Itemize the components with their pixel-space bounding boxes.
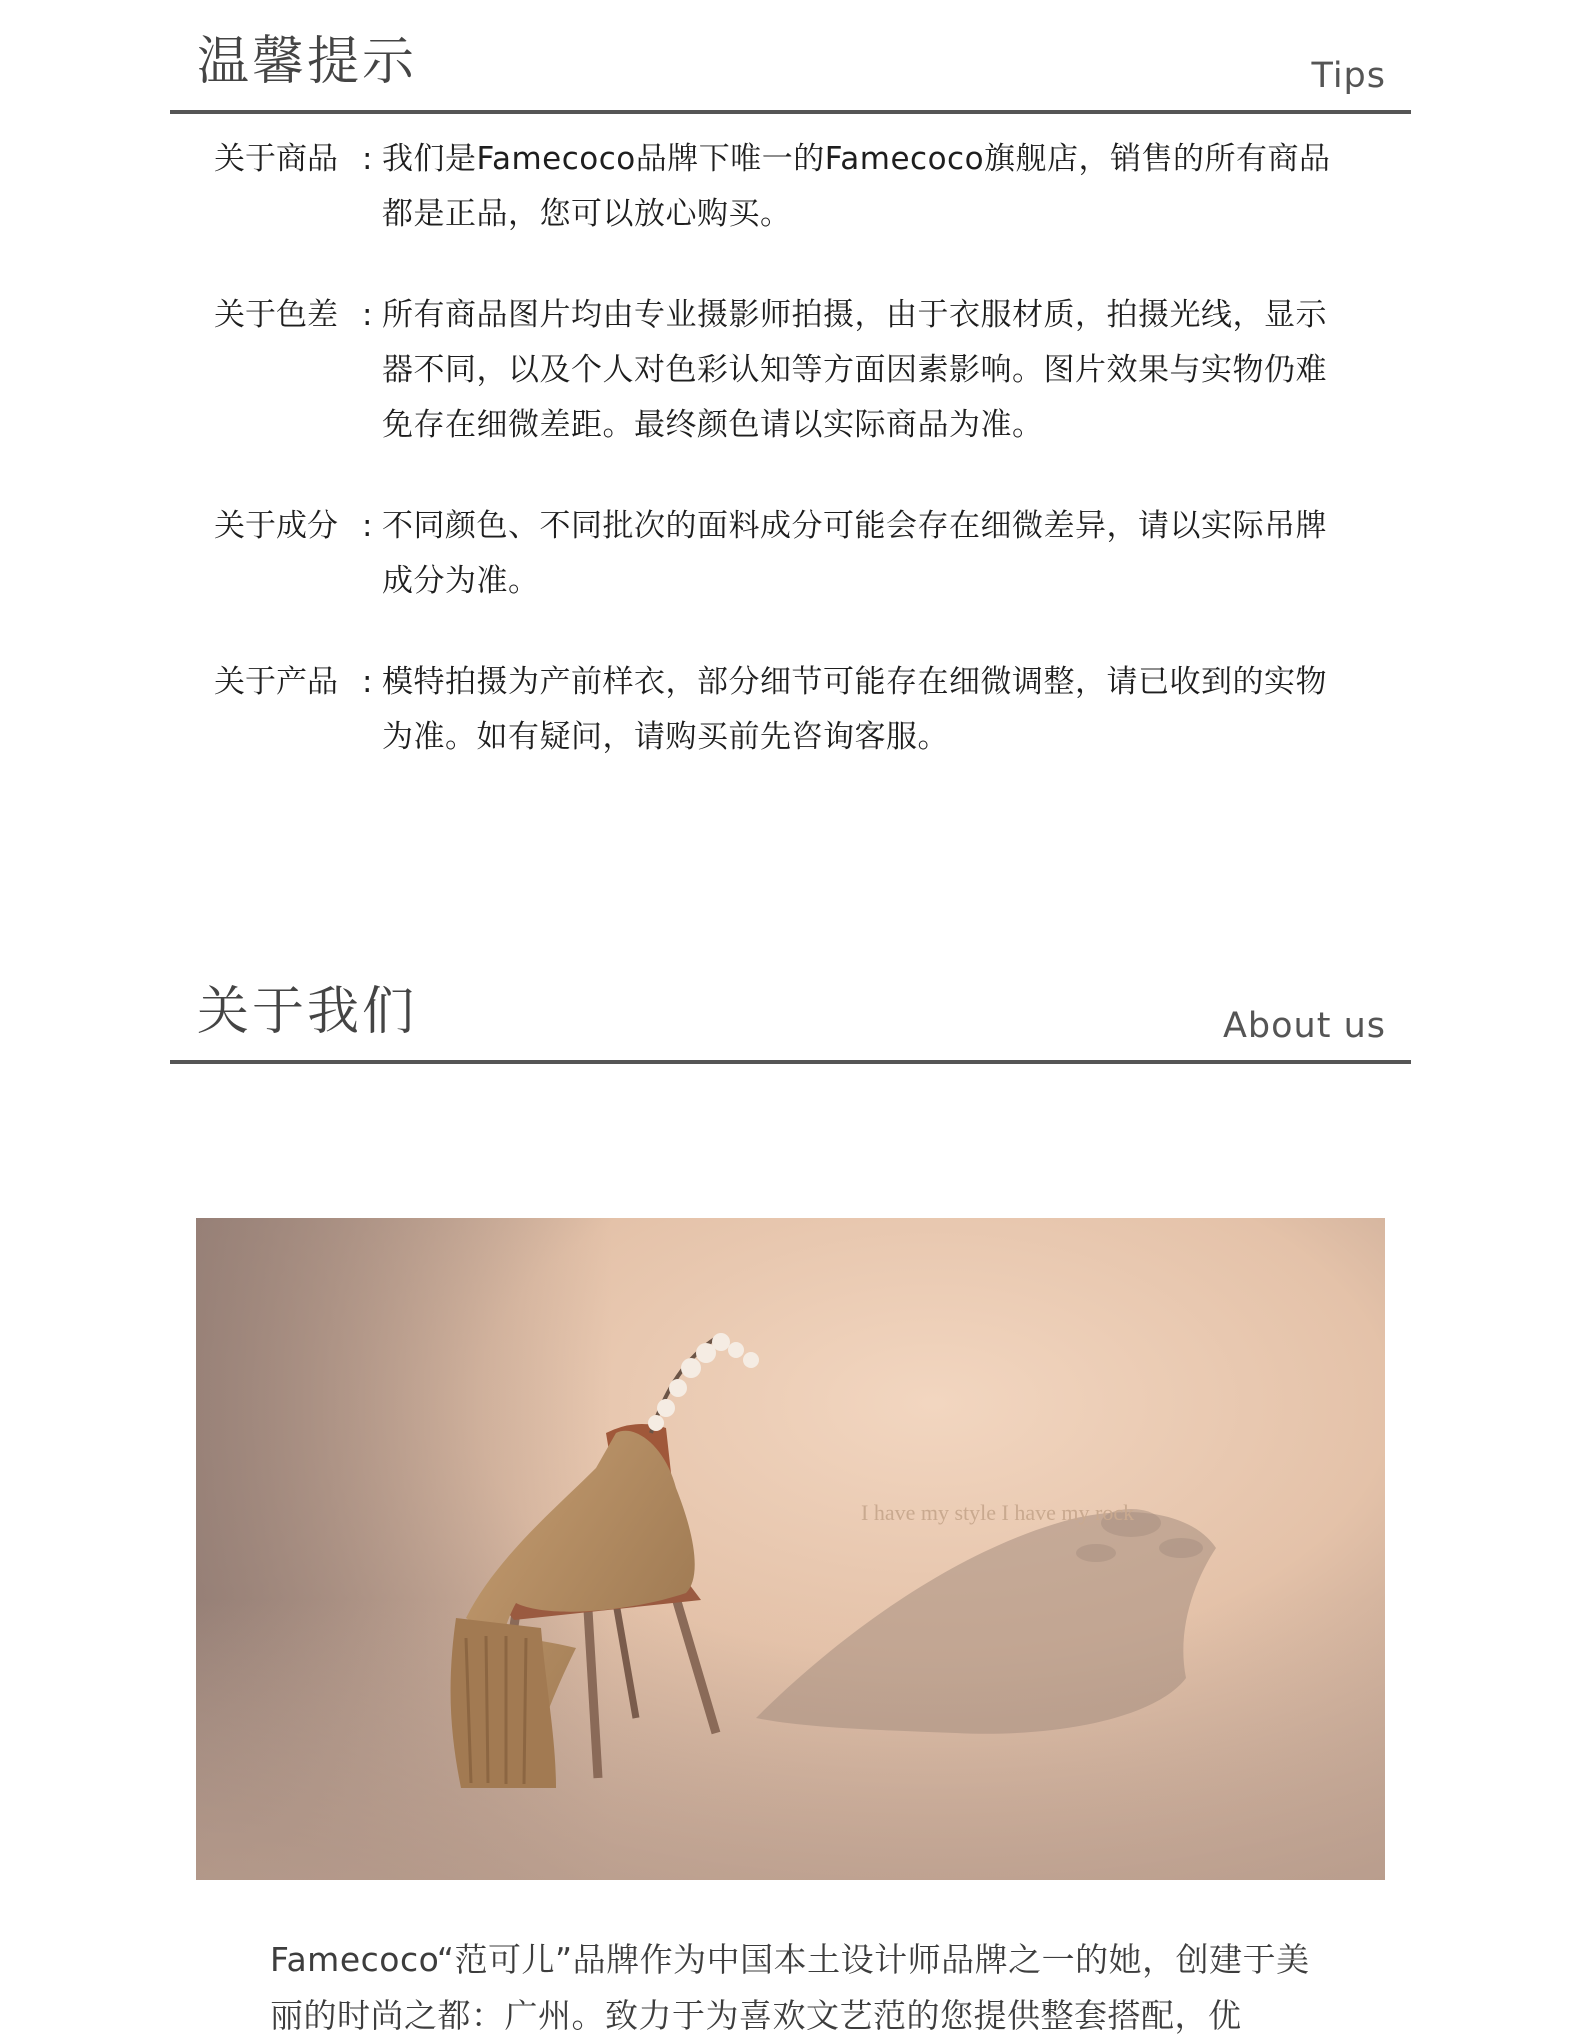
- about-section: [170, 950, 1411, 1064]
- tip-colon: :: [362, 297, 373, 333]
- tip-item-product: [214, 132, 1354, 242]
- about-title: 关于我们: [197, 982, 418, 1042]
- tip-label: 关于商品: [214, 141, 338, 177]
- tip-label: 关于产品: [214, 664, 338, 700]
- tip-colon: :: [362, 664, 373, 700]
- tip-label: 关于色差: [214, 297, 338, 333]
- photo-caption: I have my style I have my rock: [861, 1500, 1135, 1525]
- tips-header: [170, 0, 1411, 114]
- brand-photo: [196, 1218, 1385, 1880]
- tip-text: 模特拍摄为产前样衣，部分细节可能存在细微调整，请已收到的实物为准。如有疑问，请购买前先咨询客服。: [382, 664, 1327, 755]
- tip-text: 所有商品图片均由专业摄影师拍摄，由于衣服材质，拍摄光线，显示器不同，以及个人对色彩认知等方面因素影响。图片效果与实物仍难免存在细微差距。最终颜色请以实际商品为准。: [382, 297, 1327, 443]
- tip-text: 我们是Famecoco品牌下唯一的Famecoco旗舰店，销售的所有商品都是正品，您可以放心购买。: [382, 141, 1331, 232]
- tip-label: 关于成分: [214, 508, 338, 544]
- tip-item-composition: [214, 499, 1354, 609]
- about-description: Famecoco“范可儿”品牌作为中国本土设计师品牌之一的她，创建于美丽的时尚之都：广州。致力于为喜欢文艺范的您提供整套搭配，优: [270, 1940, 1310, 2035]
- brand-photo-image: [196, 1218, 1385, 1880]
- tip-item-color-difference: [214, 288, 1354, 453]
- about-header: [170, 950, 1411, 1064]
- tips-title: 温馨提示: [197, 32, 418, 92]
- tip-item-sample: [214, 655, 1354, 765]
- about-subtitle: About us: [1222, 1006, 1386, 1046]
- tips-subtitle: Tips: [1311, 56, 1386, 96]
- tip-colon: :: [362, 508, 373, 544]
- tips-list: [214, 132, 1354, 811]
- tip-colon: :: [362, 141, 373, 177]
- tips-section: [170, 0, 1411, 755]
- tip-text: 不同颜色、不同批次的面料成分可能会存在细微差异，请以实际吊牌成分为准。: [382, 508, 1327, 599]
